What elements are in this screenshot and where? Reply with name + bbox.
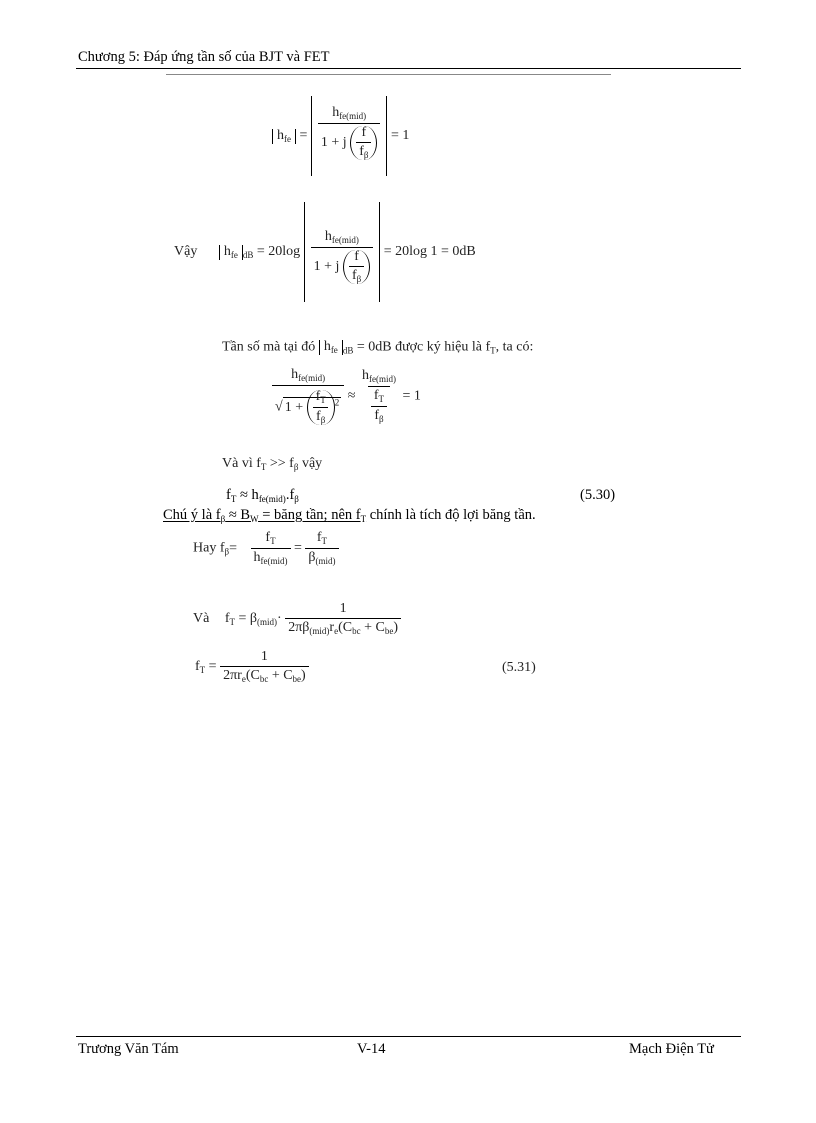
note-bandwidth: Chú ý là $f_\beta \approx B_W$ = băng tần; nên $f_T$ chính là tích độ lợi băng tần. [163, 507, 536, 524]
equation-number-5-30: (5.30) [580, 487, 616, 503]
page-header-title: Chương 5: Đáp ứng tần số của BJT và FET [78, 49, 330, 65]
abs-fraction-db: $h_{fe(mid)}$ 1 + j $\frac{f}{f_\beta}$ [304, 202, 381, 302]
equation-number-5-31: (5.31) [502, 660, 536, 675]
text-ft-greater: Và vì $f_T >> f_\beta$ vậy [222, 456, 323, 472]
abs-fraction: $h_{fe(mid)}$ 1 + j $\frac{f}{f_\beta}$ [311, 96, 388, 176]
figure-top-rule [166, 74, 611, 75]
header-rule [76, 68, 741, 69]
footer-subject: Mạch Điện Tử [629, 1041, 714, 1057]
footer-rule [76, 1036, 741, 1037]
abs-hfe-db: $h_{fe}$ [219, 245, 243, 260]
equation-ft-beta: Và $f_T = \beta_{(mid)}\cdot$ $\frac{1}{2\pi\beta_{(mid)}r_e(C_{bc} + C_{be})}$ [193, 602, 401, 636]
footer-page-number: V-14 [357, 1041, 386, 1057]
equation-hfe-db: Vậy $h_{fe}$ $_{dB}$ = 20log $h_{fe(mid)}$ 1 + j $\frac{f}{f_\beta}$ = 20log 1 = 0dB [174, 202, 476, 302]
equation-5-31: $f_T$ = $\frac{1}{2\pi r_e(C_{bc} + C_{be})}$ [195, 650, 309, 684]
equation-ft-approx: $h_{fe(mid)}$ √ 1 + $\frac{f_T}{f_\beta}$ $^2$ ≈ $\frac{h_{fe(mid)}}{\frac{f_T}{f_\beta}}$ = 1 [272, 368, 421, 425]
footer-author: Trương Văn Tám [78, 1041, 179, 1057]
equation-hfe-magnitude: $h_{fe}$ = $h_{fe(mid)}$ 1 + j $\frac{f}{f_\beta}$ = 1 [272, 96, 409, 176]
abs-hfe: $h_{fe}$ [272, 129, 296, 144]
equation-5-30: $f_T \approx h_{fe(mid)}.f_\beta$ [226, 487, 299, 504]
text-ft-definition: Tần số mà tại đó $h_{fe}$ $_{dB}$ = 0dB được ký hiệu là $f_T$, ta có: [222, 339, 534, 356]
equation-fbeta: Hay $f_\beta=$ $\frac{f_T}{h_{fe(mid)}}$ = $\frac{f_T}{\beta_{(mid)}}$ [193, 531, 339, 566]
